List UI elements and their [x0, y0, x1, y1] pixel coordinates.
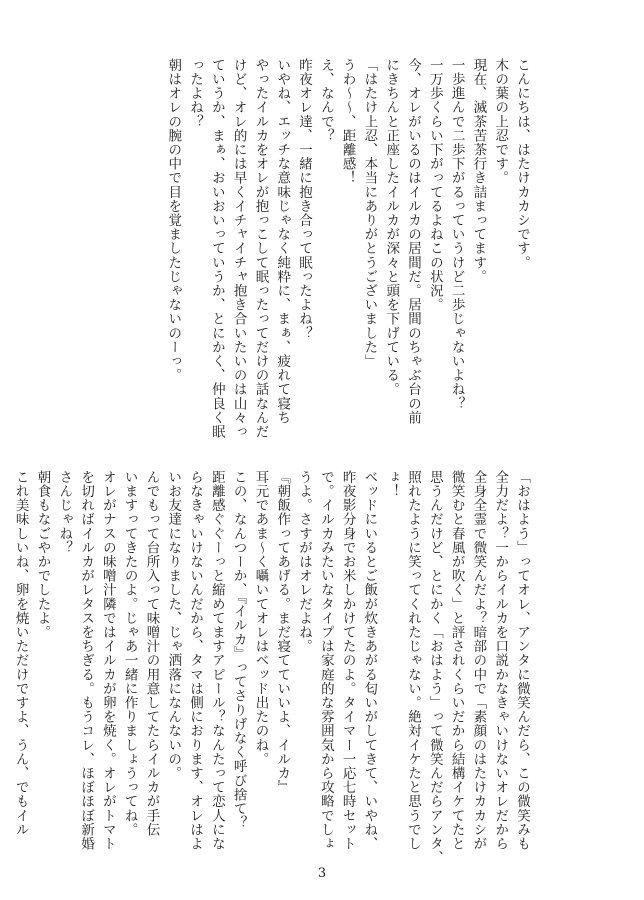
upper-text-block: [161, 58, 532, 439]
text-column: 全身全霊で微笑んだよ？暗部の中で「素顔のはたけカカシが: [470, 470, 487, 851]
text-column: いやね、エッチな意味じゃなく純粋に、まぁ、疲れて寝ち: [274, 58, 291, 425]
text-column: ていうか、まぁ、おいおいっていうか、とにかく、仲良く眠: [208, 58, 225, 439]
text-column: 「はたけ上忍、本当にありがとうございました」: [361, 58, 378, 369]
text-column: けど、オレ的には早くイチャイチャ抱き合いたいのは山々っ: [230, 58, 247, 439]
text-column: 全力だよ？一からイルカを口説かなきゃいけないオレだから: [492, 470, 509, 851]
text-column: を切ればイルカがレタスをちぎる。もうコレ、ほぼほぼ新婚: [78, 470, 95, 851]
text-column: うよ。さすがはオレだよね。: [296, 470, 313, 654]
text-column: この、なんつーか、『イルカ』ってさりげなく呼び捨て？: [230, 470, 247, 830]
text-column: うわ〜〜、距離感！: [339, 58, 356, 185]
lower-text-block: [9, 470, 532, 865]
text-column: 昨夜オレ達、一緒に抱き合って眠ったよね？: [296, 58, 313, 340]
text-column: 「おはよう」ってオレ、アンタに微笑んだら、この微笑みも: [514, 470, 530, 851]
text-column: 木の葉の上忍です。: [492, 58, 509, 185]
text-column: いますってきたのよ。じゃあ一緒に作りましょうってね。: [121, 470, 138, 837]
text-column: こんにちは、はたけカカシです。: [514, 58, 530, 270]
text-column: ベッドにいるとご飯が炊きあがる匂いがしてきて、いやね、: [361, 470, 378, 851]
text-column: 一歩進んで二歩下がるっていうけど二歩じゃないよね？: [448, 58, 465, 411]
text-column: やったイルカをオレが抱っこして眠ったってだけの話なんだ: [252, 58, 269, 439]
text-column: さんじゃね？: [56, 470, 73, 555]
text-column: これ美味しいね、卵を焼いただけですよ、うん、でもイル: [12, 470, 29, 837]
text-column: で。イルカみたいなタイプは家庭的な雰囲気から攻略でしょ: [317, 470, 334, 851]
text-column: 昨夜影分身でお米しかけてたのよ。タイマー一応七時セット: [339, 470, 356, 851]
text-column: 『朝飯作ってあげる。まだ寝てていいよ、イルカ』: [274, 470, 291, 795]
text-column: ったよね？: [187, 58, 204, 129]
text-column: 一万歩くらい下がってるよねこの状況。: [426, 58, 443, 312]
text-column: え、なんで？: [317, 58, 334, 143]
page-number: 3: [317, 866, 327, 881]
text-column: 距離感ぐぐーっと縮めてますアピール？なんたって恋人にな: [208, 470, 225, 851]
text-column: んでもって台所入って味噌汁の用意してたらイルカが手伝: [143, 470, 160, 837]
text-column: 思うんだけど、とにかく「おはよう」って微笑んだらアンタ、: [426, 470, 443, 865]
text-column: にきちんと正座したイルカが深々と頭を下げている。: [383, 58, 400, 397]
text-column: 微笑むと春風が吹く」と評されくらいだから結構イケてたと: [448, 470, 465, 851]
text-column: 今、オレがいるのはイルカの居間だ。居間のちゃぶ台の前: [405, 58, 422, 425]
text-column: オレがナスの味噌汁隣ではイルカが卵を焼く。オレがトマト: [99, 470, 116, 851]
text-column: 現在、滅茶苦茶行き詰まってます。: [470, 58, 487, 284]
text-column: 耳元であま〜く囁いてオレはベッド出たのね。: [252, 470, 269, 767]
text-column: 照れたように笑ってくれたじゃない。絶対イケたと思うでし: [405, 470, 422, 851]
text-column: ょ！: [383, 470, 400, 499]
text-column: 朝食もなごやかでしたよ。: [34, 470, 51, 640]
text-column: 朝はオレの腕の中で目を覚ましたじゃないのーっ。: [165, 58, 182, 383]
text-column: らなきゃいけないんだから、タマは側におります、オレはよ: [187, 470, 204, 851]
text-column: いお友達になりました、じゃ洒落になんないの。: [165, 470, 182, 781]
